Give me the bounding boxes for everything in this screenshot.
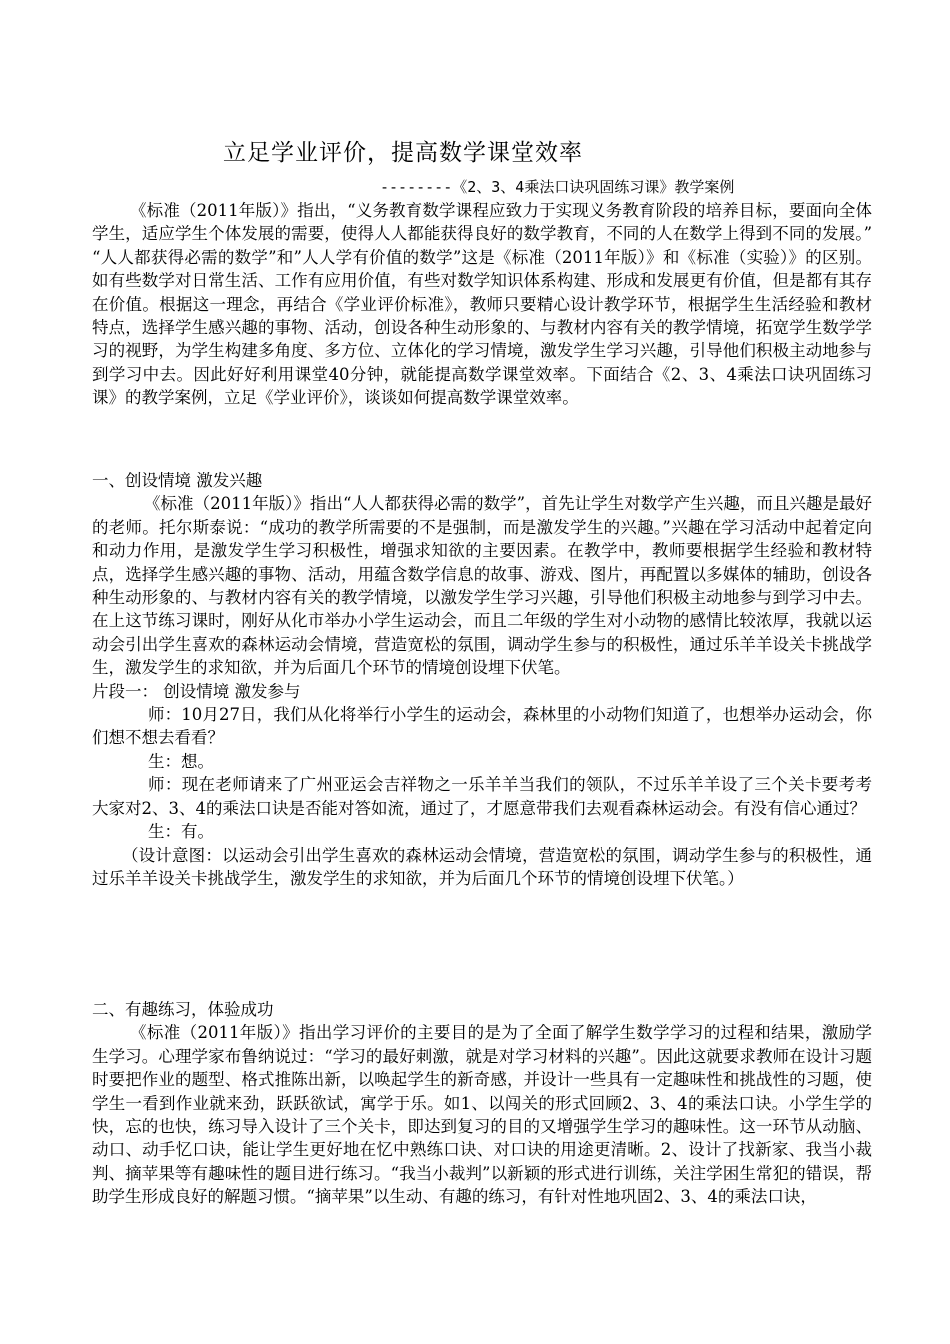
section-1-heading: 一、创设情境 激发兴趣 xyxy=(92,471,263,490)
dialogue-line: 生：想。 xyxy=(148,751,214,771)
dialogue-line: 师：现在老师请来了广州亚运会吉祥物之一乐羊羊当我们的领队，不过乐羊羊设了三个关卡要考考大家对2、3、4的乘法口诀是否能对答如流，通过了，才愿意带我们去观看森林运动会。有没有信心通过？ xyxy=(92,775,872,818)
section-2-paragraph: 《标准（2011年版）》指出学习评价的主要目的是为了全面了解学生数学学习的过程和结果，激励学生学习。心理学家布鲁纳说过：“学习的最好刺激，就是对学习材料的兴趣”。因此这就要求教师在设计习题时要把作业的题型、格式推陈出新，以唤起学生的新奇感，并设计一些具有一定趣味性和挑战性的习题，使学生一看到作业就来劲，跃跃欲试，寓学于乐。如1、以闯关的形式回顾2、3、4的乘法口诀。小学生学的快，忘的也快，练习导入设计了三个关卡，即达到复习的目的又增强学生学习的趣味性。这一环节从动脑、动口、动手忆口诀，能让学生更好地在忆中熟练口诀、对口诀的用途更清晰。2、设计了找新家、我当小裁判、摘苹果等有趣味性的题目进行练习。“我当小裁判”以新颖的形式进行训练，关注学困生常犯的错误，帮助学生形成良好的解题习惯。“摘苹果”以生动、有趣的练习，有针对性地巩固2、3、4的乘法口诀， xyxy=(92,1023,872,1207)
dialogue-line: 师：10月27日，我们从化将举行小学生的运动会，森林里的小动物们知道了，也想举办运动会，你们想不想去看看？ xyxy=(92,705,872,748)
intro-paragraph: 《标准（2011年版）》指出，“义务教育数学课程应致力于实现义务教育阶段的培养目标，要面向全体学生，适应学生个体发展的需要，使得人人都能获得良好的数学教育，不同的人在数学上得到不同的发展。” “人人都获得必需的数学”和”人人学有价值的数学”这是《标准（2011年版）》和《标准（实验）》的区别。如有些数学对日常生活、工作有应用价值，有些对数学知识体系构建、形成和发展更有价值，但是都有其存在价值。根据这一理念，再结合《学业评价标准》，教师只要精心设计教学环节，根据学生生活经验和教材特点，选择学生感兴趣的事物、活动，创设各种生动形象的、与教材内容有关的教学情境，拓宽学生数学学习的视野，为学生构建多角度、多方位、立体化的学习情境，激发学生学习兴趣，引导他们积极主动地参与到学习中去。因此好好利用课堂40分钟，就能提高数学课堂效率。下面结合《2、3、4乘法口诀巩固练习课》的教学案例，立足《学业评价》，谈谈如何提高数学课堂效率。 xyxy=(92,201,872,408)
document-subtitle: --------《2、3、4乘法口诀巩固练习课》教学案例 xyxy=(380,178,735,196)
design-note: （设计意图：以运动会引出学生喜欢的森林运动会情境，营造宽松的氛围，调动学生参与的积极性，通过乐羊羊设关卡挑战学生，激发学生的求知欲，并为后面几个环节的情境创设埋下伏笔。） xyxy=(92,845,872,888)
section-2 xyxy=(92,998,872,1209)
fragment-1-heading: 片段一： 创设情境 激发参与 xyxy=(92,681,301,701)
intro-block xyxy=(92,199,872,410)
section-2-heading: 二、有趣练习，体验成功 xyxy=(92,1000,274,1019)
section-1 xyxy=(92,469,872,890)
dialogue-line: 生：有。 xyxy=(148,822,214,842)
section-1-paragraph: 《标准（2011年版）》指出“人人都获得必需的数学”，首先让学生对数学产生兴趣，而且兴趣是最好的老师。托尔斯泰说：“成功的教学所需要的不是强制，而是激发学生的兴趣。”兴趣在学习活动中起着定向和动力作用，是激发学生学习积极性，增强求知欲的主要因素。在教学中，教师要根据学生经验和教材特点，选择学生感兴趣的事物、活动，用蕴含数学信息的故事、游戏、图片，再配置以多媒体的辅助，创设各种生动形象的、与教材内容有关的教学情境，以激发学生学习兴趣，引导他们积极主动地参与到学习中去。在上这节练习课时，刚好从化市举办小学生运动会，而且二年级的学生对小动物的感情比较浓厚，我就以运动会引出学生喜欢的森林运动会情境，营造宽松的氛围，调动学生参与的积极性，通过乐羊羊设关卡挑战学生，激发学生的求知欲，并为后面几个环节的情境创设埋下伏笔。 xyxy=(92,494,872,678)
document-title: 立足学业评价，提高数学课堂效率 xyxy=(223,140,583,166)
